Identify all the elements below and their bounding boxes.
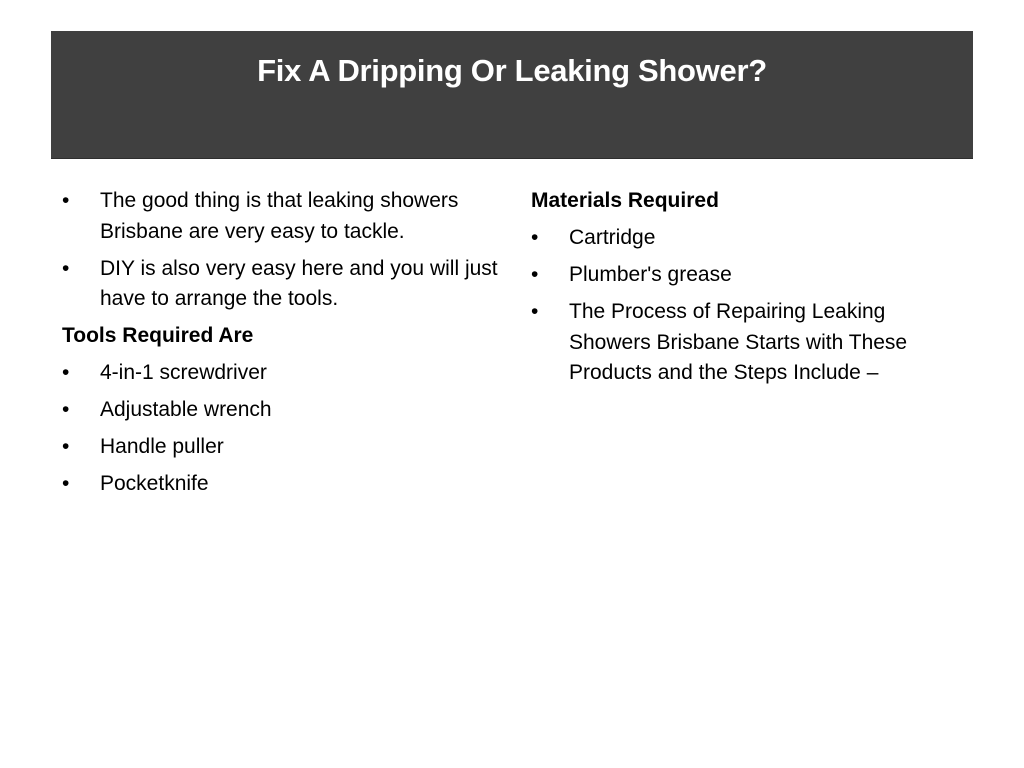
list-item [62,186,502,247]
list-item [62,358,502,389]
bullet: • [62,189,70,212]
slide-title-bar [51,31,973,159]
bullet: • [62,435,70,458]
list-item-text: The Process of Repairing Leaking Showers Brisbane Starts with These Products and the Steps Include – [569,300,908,384]
list-item-text: Cartridge [569,226,656,249]
list-item [62,395,502,426]
list-item [62,254,502,315]
slide-title: Fix A Dripping Or Leaking Shower? [257,53,767,88]
right-column [531,186,971,395]
tools-heading: Tools Required Are [62,324,254,347]
bullet: • [531,300,539,323]
list-item-text: The good thing is that leaking showers Brisbane are very easy to tackle. [100,189,459,243]
bullet: • [62,472,70,495]
list-item-text: Handle puller [100,435,224,458]
list-item [62,469,502,500]
list-item [62,432,502,463]
list-item-text: 4-in-1 screwdriver [100,361,267,384]
list-item-text: Pocketknife [100,472,209,495]
list-item [531,223,971,254]
list-item [531,297,971,389]
bullet: • [62,361,70,384]
list-item-text: DIY is also very easy here and you will just have to arrange the tools. [100,256,498,310]
list-item-text: Adjustable wrench [100,398,272,421]
left-column [62,186,502,506]
list-item [531,260,971,291]
bullet: • [531,226,539,249]
bullet: • [62,398,70,421]
list-item-text: Plumber's grease [569,263,732,286]
bullet: • [531,263,539,286]
materials-heading: Materials Required [531,189,719,212]
bullet: • [62,256,70,280]
